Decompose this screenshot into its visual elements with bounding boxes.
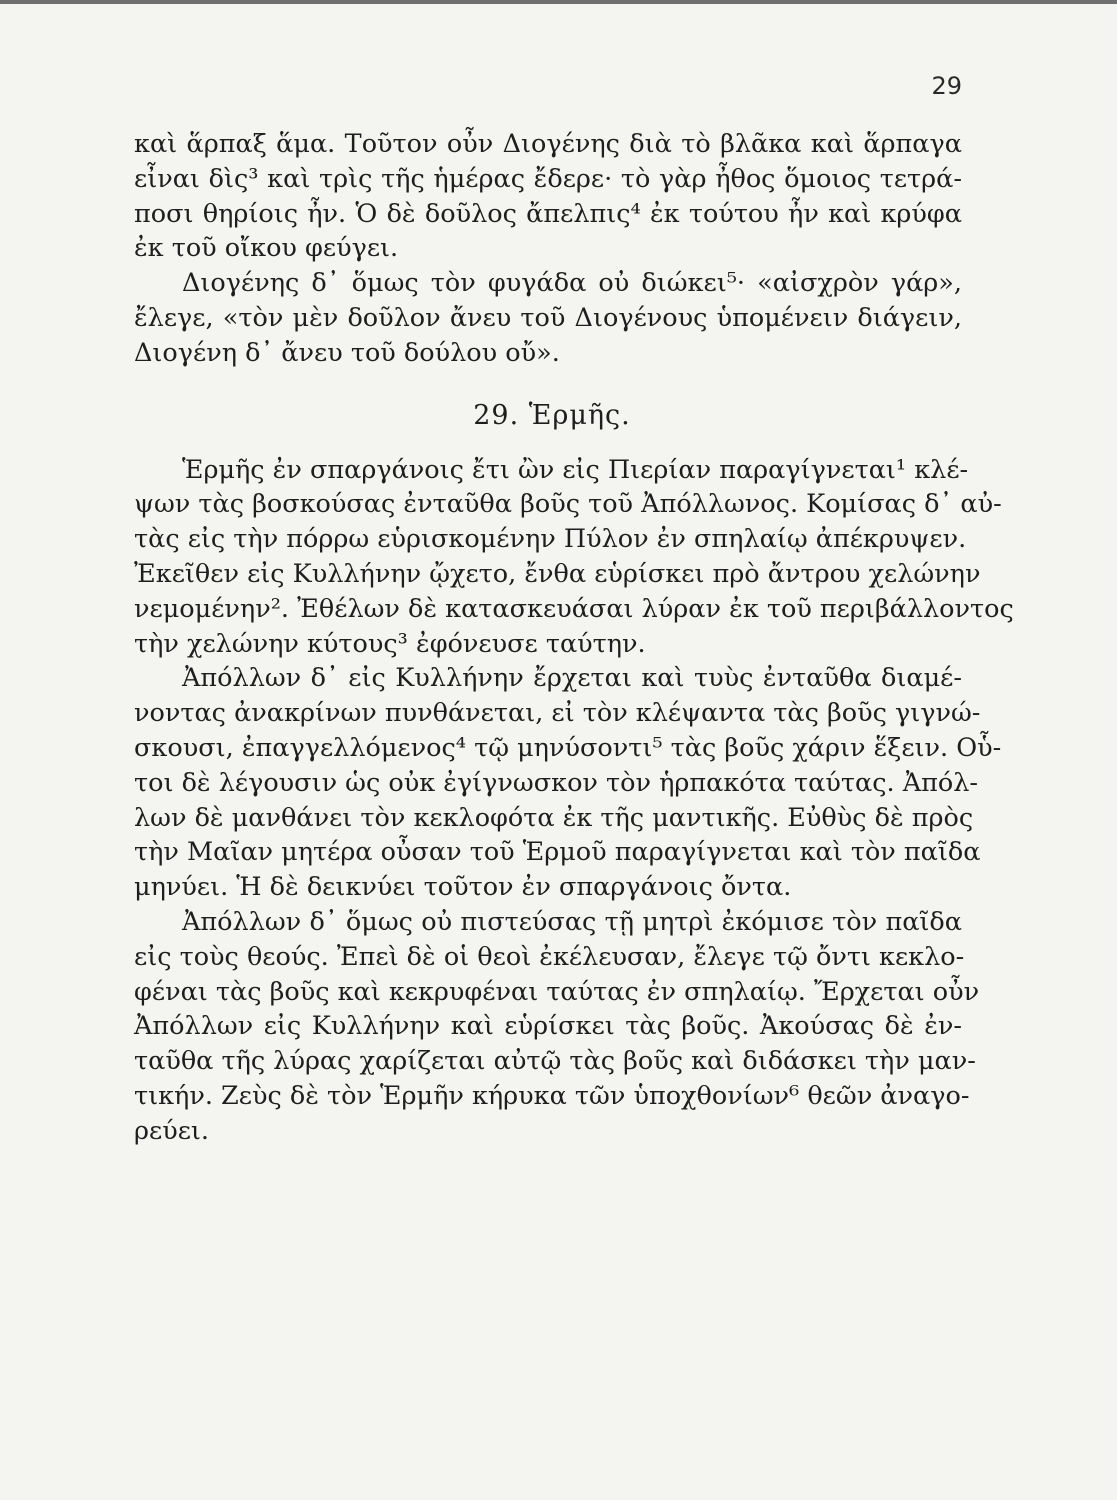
text-line: τοι δὲ λέγουσιν ὡς οὐκ ἐγίγνωσκον τὸν ἡρπακότα ταύτας. Ἀπόλ-: [134, 767, 979, 798]
paragraph-diogenes: [134, 266, 962, 370]
paragraph-hermes-1: [134, 453, 1014, 662]
text-line: Ἀπόλλων εἰς Κυλλήνην καὶ εὑρίσκει τὰς βοῦς. Ἀκούσας δὲ ἐν-: [134, 1011, 962, 1042]
text-line: Ἑρμῆς ἐν σπαργάνοις ἔτι ὢν εἰς Πιερίαν παραγίγνεται¹ κλέ-: [182, 454, 969, 485]
text-line: νεμομένην². Ἐθέλων δὲ κατασκευάσαι λύραν ἐκ τοῦ περιβάλλοντος: [134, 593, 1014, 624]
text-line: ταῦθα τῆς λύρας χαρίζεται αὐτῷ τὰς βοῦς καὶ διδάσκει τὴν μαν-: [134, 1046, 976, 1077]
text-line: τὰς εἰς τὴν πόρρω εὑρισκομένην Πύλον ἐν σπηλαίῳ ἀπέκρυψεν.: [134, 524, 967, 555]
paragraph-hermes-2: [134, 661, 1002, 905]
text-line: ποσι θηρίοις ἦν. Ὁ δὲ δοῦλος ἄπελπις⁴ ἐκ τούτου ἦν καὶ κρύφα: [134, 198, 962, 229]
text-line: μηνύει. Ἡ δὲ δεικνύει τοῦτον ἐν σπαργάνοις ὄντα.: [134, 872, 792, 903]
text-line: Ἀπόλλων δ᾽ εἰς Κυλλήνην ἔρχεται καὶ τυὺς ἐνταῦθα διαμέ-: [182, 663, 962, 694]
text-line: λων δὲ μανθάνει τὸν κεκλοφότα ἐκ τῆς μαντικῆς. Εὐθὺς δὲ πρὸς: [134, 802, 974, 833]
page-number: 29: [931, 72, 962, 100]
section-heading: 29. Ἑρμῆς.: [473, 399, 631, 431]
paragraph-intro-continuation: [134, 127, 962, 266]
text-line: ψων τὰς βοσκούσας ἐνταῦθα βοῦς τοῦ Ἀπόλλωνος. Κομίσας δ᾽ αὐ-: [134, 489, 1002, 520]
spacer: [134, 443, 962, 453]
text-line: ἔλεγε, «τὸν μὲν δοῦλον ἄνευ τοῦ Διογένους ὑπομένειν διάγειν,: [134, 302, 962, 333]
text-line: τὴν Μαῖαν μητέρα οὖσαν τοῦ Ἑρμοῦ παραγίγνεται καὶ τὸν παῖδα: [134, 837, 981, 868]
page-text: [134, 127, 1014, 1149]
text-line: Ἀπόλλων δ᾽ ὅμως οὐ πιστεύσας τῇ μητρὶ ἐκόμισε τὸν παῖδα: [182, 906, 962, 937]
page-top-edge: [0, 0, 1117, 4]
text-line: τικήν. Ζεὺς δὲ τὸν Ἑρμῆν κήρυκα τῶν ὑποχθονίων⁶ θεῶν ἀναγο-: [134, 1080, 970, 1111]
text-line: Ἐκεῖθεν εἰς Κυλλήνην ᾤχετο, ἔνθα εὑρίσκει πρὸ ἄντρου χελώνην: [134, 558, 981, 589]
paragraph-hermes-3: [134, 905, 980, 1149]
text-line: τὴν χελώνην κύτους³ ἐφόνευσε ταύτην.: [134, 628, 646, 659]
text-line: καὶ ἅρπαξ ἅμα. Τοῦτον οὖν Διογένης διὰ τὸ βλᾶκα καὶ ἅρπαγα: [134, 129, 962, 159]
text-line: νοντας ἀνακρίνων πυνθάνεται, εἰ τὸν κλέψαντα τὰς βοῦς γιγνώ-: [134, 698, 981, 729]
text-line: Διογένης δ᾽ ὅμως τὸν φυγάδα οὐ διώκει⁵· «αἰσχρὸν γάρ»,: [182, 268, 962, 299]
text-line: εἰς τοὺς θεούς. Ἐπεὶ δὲ οἱ θεοὶ ἐκέλευσαν, ἔλεγε τῷ ὄντι κεκλο-: [134, 941, 965, 972]
text-line: σκουσι, ἐπαγγελλόμενος⁴ τῷ μηνύσοντι⁵ τὰς βοῦς χάριν ἕξειν. Οὗ-: [134, 732, 1002, 763]
text-line: εἶναι δὶς³ καὶ τρὶς τῆς ἡμέρας ἔδερε· τὸ γὰρ ἦθος ὅμοιος τετρά-: [134, 163, 962, 194]
text-line: ρεύει.: [134, 1115, 210, 1146]
text-line: Διογένη δ᾽ ἄνευ τοῦ δούλου οὔ».: [134, 337, 560, 368]
spacer: [134, 371, 962, 389]
text-line: φέναι τὰς βοῦς καὶ κεκρυφέναι ταύτας ἐν σπηλαίῳ. Ἔρχεται οὖν: [134, 976, 980, 1007]
text-line: ἐκ τοῦ οἴκου φεύγει.: [134, 233, 399, 264]
